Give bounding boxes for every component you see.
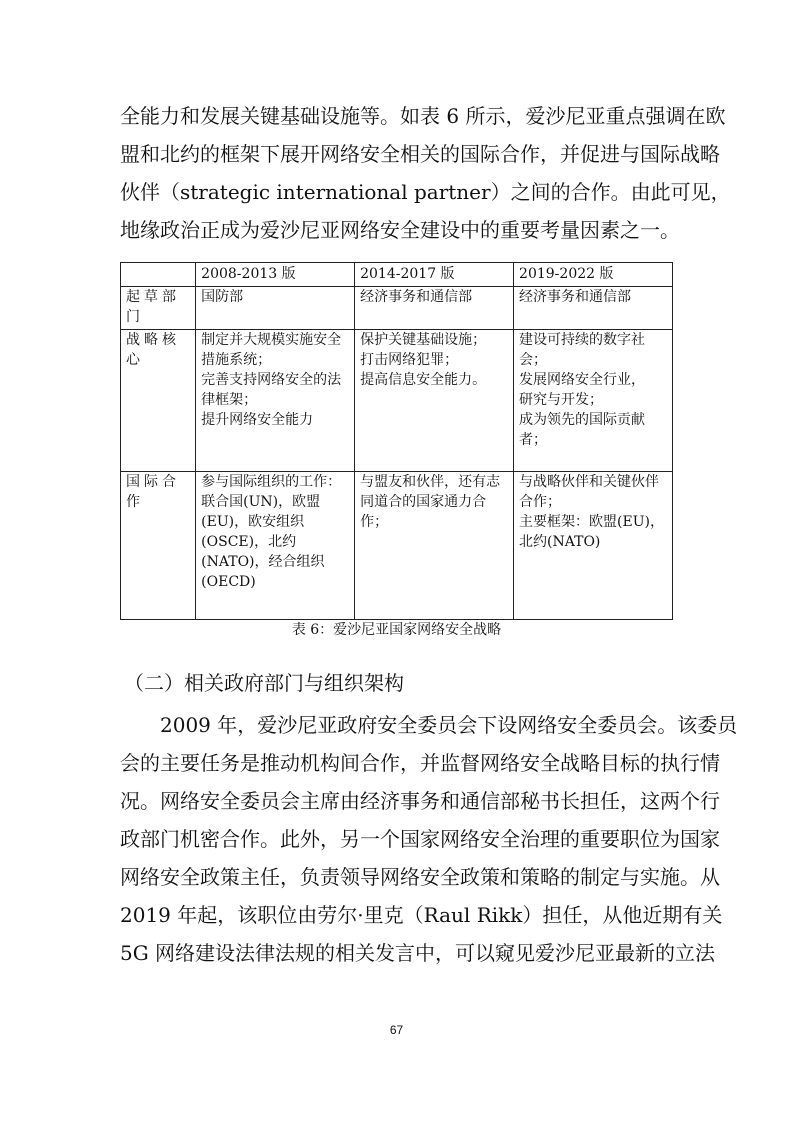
table-cell — [196, 330, 355, 472]
paragraph-bottom — [120, 706, 738, 972]
cell-line: 联合国(UN)，欧盟(EU)，欧安组织(OSCE)，北约(NATO)，经合组织(OECD) — [201, 494, 325, 590]
paragraph-line: 2009 年，爱沙尼亚政府安全委员会下设网络安全委员会。该委员 — [160, 713, 738, 737]
cell-line: 提升网络安全能力 — [201, 412, 314, 428]
table-caption: 表 6：爱沙尼亚国家网络安全战略 — [291, 622, 502, 638]
cell-line: 与战略伙伴和关键伙伴合作； — [519, 474, 660, 510]
table-header-cell: 2008-2013 版 — [196, 263, 355, 287]
cell-line: 发展网络安全行业， — [519, 372, 646, 388]
cell-line: 提高信息安全能力。 — [360, 372, 487, 388]
cell-line: 打击网络犯罪； — [360, 352, 459, 368]
paragraph-top — [120, 97, 731, 249]
table-row — [121, 472, 673, 620]
row-label: 国际合作 — [121, 472, 196, 620]
paragraph-line: 2019 年起，该职位由劳尔·里克（Raul Rikk）担任，从他近期有关 — [120, 903, 723, 927]
cell-line: 经济事务和通信部 — [519, 289, 632, 305]
table-row — [121, 287, 673, 330]
table-cell — [514, 287, 673, 330]
strategy-table — [120, 262, 673, 620]
table-cell — [514, 330, 673, 472]
table-cell — [355, 472, 514, 620]
paragraph-line: 会的主要任务是推动机构间合作，并监督网络安全战略目标的执行情 — [120, 751, 720, 775]
table-row — [121, 330, 673, 472]
page-number: 67 — [389, 1023, 404, 1037]
paragraph-line: 全能力和发展关键基础设施等。如表 6 所示，爱沙尼亚重点强调在欧 — [120, 104, 726, 128]
table-cell — [196, 287, 355, 330]
paragraph-line: 况。网络安全委员会主席由经济事务和通信部秘书长担任，这两个行 — [120, 789, 720, 813]
table-cell — [355, 287, 514, 330]
table-header-cell: 2014-2017 版 — [355, 263, 514, 287]
table-cell — [196, 472, 355, 620]
row-label: 战略核心 — [121, 330, 196, 472]
cell-line: 国防部 — [201, 289, 244, 305]
table-header-row — [121, 263, 673, 287]
paragraph-line: 盟和北约的框架下展开网络安全相关的国际合作，并促进与国际战略 — [120, 142, 720, 166]
cell-line: 主要框架：欧盟(EU)，北约(NATO) — [519, 514, 664, 550]
cell-line: 完善支持网络安全的法律框架； — [201, 372, 342, 408]
cell-line: 成为领先的国际贡献者； — [519, 412, 646, 448]
cell-line: 制定并大规模实施安全措施系统； — [201, 332, 342, 368]
section-heading: （二）相关政府部门与组织架构 — [124, 671, 404, 695]
paragraph-line: 政部门机密合作。此外，另一个国家网络安全治理的重要职位为国家 — [120, 827, 720, 851]
table-header-cell: 2019-2022 版 — [514, 263, 673, 287]
cell-line: 参与国际组织的工作： — [201, 474, 342, 490]
cell-line: 与盟友和伙伴，还有志同道合的国家通力合作； — [360, 474, 501, 530]
table-cell — [514, 472, 673, 620]
paragraph-line: 网络安全政策主任，负责领导网络安全政策和策略的制定与实施。从 — [120, 865, 720, 889]
paragraph-line: 5G 网络建设法律法规的相关发言中，可以窥见爱沙尼亚最新的立法 — [120, 941, 716, 965]
cell-line: 建设可持续的数字社会； — [519, 332, 646, 368]
table-header-cell — [121, 263, 196, 287]
table-cell — [355, 330, 514, 472]
row-label: 起草部门 — [121, 287, 196, 330]
paragraph-line: 伙伴（strategic international partner）之间的合作。由此可见， — [120, 180, 731, 204]
paragraph-line: 地缘政治正成为爱沙尼亚网络安全建设中的重要考量因素之一。 — [120, 218, 680, 242]
cell-line: 研究与开发； — [519, 392, 604, 408]
cell-line: 保护关键基础设施； — [360, 332, 487, 348]
cell-line: 经济事务和通信部 — [360, 289, 473, 305]
